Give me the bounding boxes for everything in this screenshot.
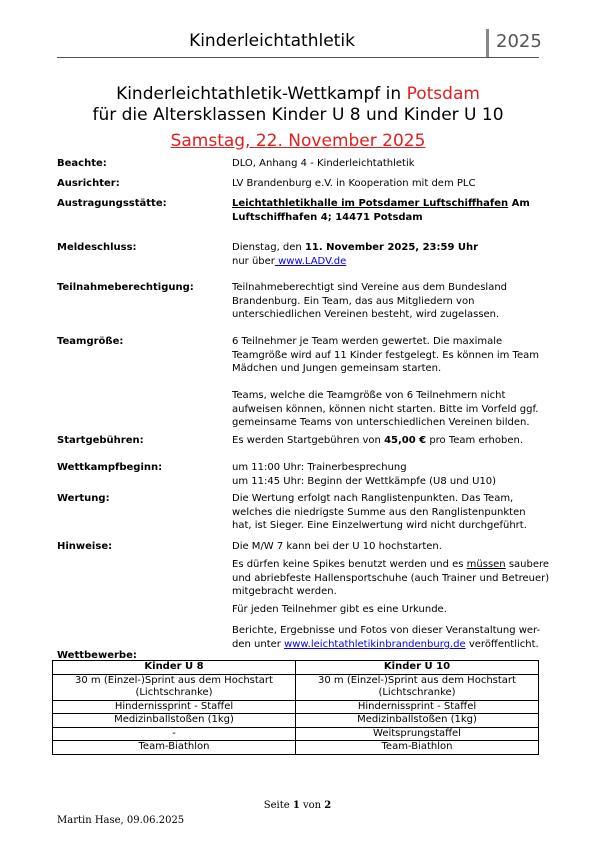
- table-header-row: [53, 661, 539, 675]
- page-number: [0, 800, 595, 811]
- ort-value: [232, 197, 532, 224]
- competitions-table: [52, 660, 539, 755]
- fee-post: pro Team erhoben.: [426, 435, 524, 446]
- hinweise-label: Hinweise:: [57, 541, 113, 552]
- wettbewerbe-label: Wettbewerbe:: [57, 650, 137, 661]
- table-cell: Weitsprungstaffel: [296, 727, 539, 741]
- meldeschluss-via: nur über: [232, 255, 275, 267]
- table-row: [53, 741, 539, 755]
- fee-pre: Es werden Startgebühren von: [232, 435, 385, 446]
- title-line-1: [57, 84, 539, 105]
- wertung-label: Wertung:: [57, 493, 110, 504]
- page-mid: von: [299, 800, 325, 811]
- table-cell: 30 m (Einzel-)Sprint aus dem Hochstart (Lichtschranke): [296, 674, 539, 700]
- ausrichter-label: Ausrichter:: [57, 178, 120, 189]
- meldeschluss-deadline: 11. November 2025, 23:59 Uhr: [304, 242, 479, 253]
- teamgroesse-label: Teamgröße:: [57, 336, 124, 347]
- table-cell: -: [53, 727, 296, 741]
- table-cell: Hindernissprint - Staffel: [296, 700, 539, 714]
- teamgroesse-p2: Teams, welche die Teamgröße von 6 Teilnehmern nicht aufweisen können, können nicht starten. Bitte im Vorfeld ggf. gemeinsame Teams von unterschiedlichen Vereinen bilden.: [232, 390, 539, 428]
- schedule-line-1: um 11:00 Uhr: Trainerbesprechung: [232, 462, 407, 473]
- table-cell: 30 m (Einzel-)Sprint aus dem Hochstart (Lichtschranke): [53, 674, 296, 700]
- fee-amount: 45,00 €: [384, 435, 427, 446]
- hinweise-p4: [232, 624, 550, 651]
- wettkampfbeginn-value: [232, 461, 552, 488]
- hinweise-p1: Die M/W 7 kann bei der U 10 hochstarten.: [232, 541, 442, 552]
- table-row: [53, 727, 539, 741]
- page-current: 1: [292, 800, 300, 811]
- meldeschluss-pre: Dienstag, den: [232, 242, 305, 253]
- page-total: 2: [324, 800, 332, 811]
- hinweise-p2-pre: Es dürfen keine Spikes benutzt werden und es: [232, 559, 467, 570]
- page-pre: Seite: [263, 800, 293, 811]
- wertung-value: Die Wertung erfolgt nach Ranglistenpunkten. Das Team, welches die niedrigste Summe aus den Ranglistenpunkten hat, ist Sieger. Eine Einzelwertung wird nicht durchgeführt.: [232, 493, 527, 531]
- beachte-label: Beachte:: [57, 158, 107, 169]
- lvb-website-link[interactable]: www.leichtathletikinbrandenburg.de: [284, 638, 466, 650]
- hinweise-p4-pre: Berichte, Ergebnisse und Fotos von dieser Veranstaltung wer-den unter: [232, 625, 541, 650]
- event-date: Samstag, 22. November 2025: [170, 131, 426, 151]
- hinweise-p2-post: saubere und abriebfeste Hallensportschuhe (auch Trainer und Betreuer) mitgebracht werden.: [232, 559, 550, 597]
- meldeschluss-value: [232, 241, 552, 268]
- author-date: Martin Hase, 09.06.2025: [57, 815, 185, 826]
- hinweise-p4-post: veröffentlicht.: [465, 638, 539, 650]
- header-separator: [486, 29, 489, 57]
- table-row: [53, 714, 539, 728]
- column-header-u10: Kinder U 10: [296, 661, 539, 675]
- table-row: [53, 700, 539, 714]
- startgebuehren-label: Startgebühren:: [57, 435, 144, 446]
- meldeschluss-label: Meldeschluss:: [57, 242, 137, 253]
- hinweise-p2-emphasis: müssen: [466, 559, 506, 570]
- ort-hall: Leichtathletikhalle im Potsdamer Luftschiffhafen: [232, 198, 509, 209]
- schedule-line-2: um 11:45 Uhr: Beginn der Wettkämpfe (U8 und U10): [232, 475, 497, 487]
- header-year: 2025: [496, 31, 542, 52]
- table-cell: Hindernissprint - Staffel: [53, 700, 296, 714]
- teamgroesse-p1: 6 Teilnehmer je Team werden gewertet. Die maximale Teamgröße wird auf 11 Kinder festgelegt. Es können im Team Mädchen und Jungen gemeinsam starten.: [232, 336, 539, 374]
- title-line-2: für die Altersklassen Kinder U 8 und Kinder U 10: [92, 105, 504, 125]
- page-header: [57, 29, 542, 58]
- table-cell: Team-Biathlon: [296, 741, 539, 755]
- table-cell: Medizinballstoßen (1kg): [296, 714, 539, 728]
- column-header-u8: Kinder U 8: [53, 661, 296, 675]
- ausrichter-value: LV Brandenburg e.V. in Kooperation mit dem PLC: [232, 178, 476, 189]
- title-prefix: Kinderleichtathletik-Wettkampf in: [116, 84, 407, 104]
- hinweise-p3: Für jeden Teilnehmer gibt es eine Urkunde.: [232, 604, 447, 615]
- startgebuehren-value: [232, 434, 552, 448]
- table-cell: Medizinballstoßen (1kg): [53, 714, 296, 728]
- beachte-value: DLO, Anhang 4 - Kinderleichtathletik: [232, 158, 415, 169]
- ladv-link[interactable]: www.LADV.de: [274, 255, 347, 267]
- teilnahme-value: Teilnahmeberechtigt sind Vereine aus dem Bundesland Brandenburg. Ein Team, das aus Mitgliedern von unterschiedlichen Vereinen besteht, wird zugelassen.: [232, 282, 508, 320]
- table-row: [53, 674, 539, 700]
- teilnahme-label: Teilnahmeberechtigung:: [57, 282, 194, 293]
- header-title: Kinderleichtathletik: [189, 31, 355, 51]
- wettkampfbeginn-label: Wettkampfbeginn:: [57, 462, 163, 473]
- ort-label: Austragungsstätte:: [57, 198, 167, 209]
- hinweise-p2: [232, 558, 550, 599]
- title-city: Potsdam: [406, 84, 480, 104]
- table-cell: Team-Biathlon: [53, 741, 296, 755]
- ort-address: Am Luftschiffhafen 4; 14471 Potsdam: [232, 198, 530, 223]
